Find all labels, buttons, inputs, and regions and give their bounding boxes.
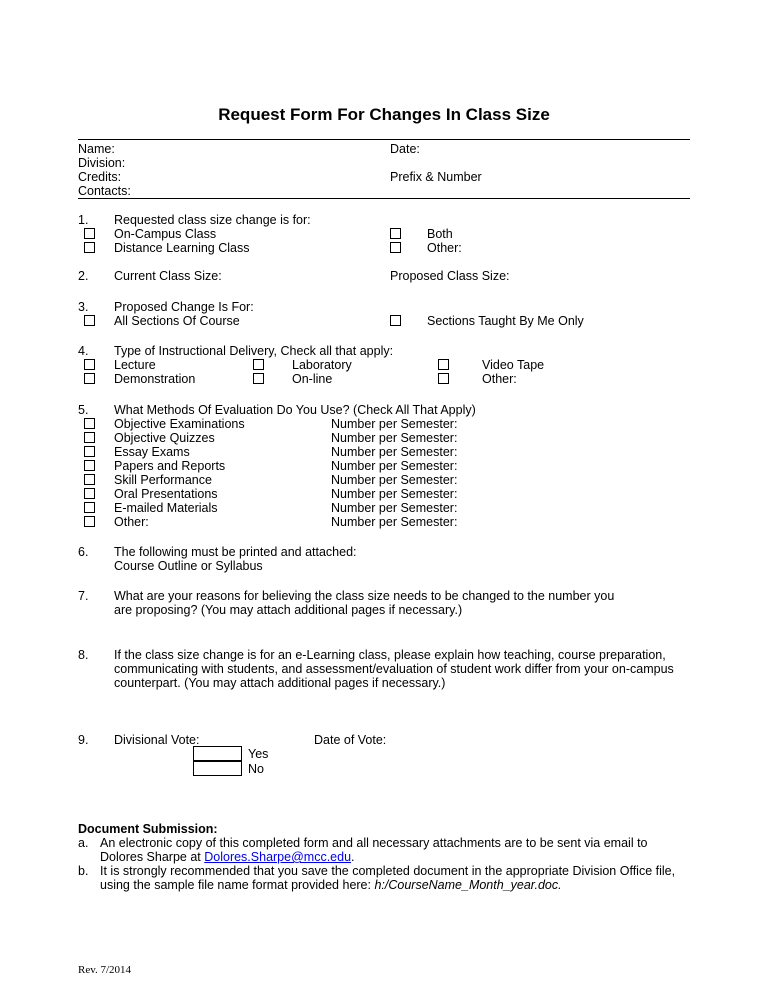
- prefix-number-label[interactable]: Prefix & Number: [390, 170, 482, 184]
- evaluation-checkbox[interactable]: [84, 418, 95, 429]
- distance-checkbox[interactable]: [84, 242, 95, 253]
- evaluation-checkbox[interactable]: [84, 474, 95, 485]
- q1-other-checkbox[interactable]: [390, 242, 401, 253]
- evaluation-count-label[interactable]: Number per Semester:: [331, 473, 458, 487]
- evaluation-count-label[interactable]: Number per Semester:: [331, 459, 458, 473]
- my-sections-checkbox[interactable]: [390, 315, 401, 326]
- q4-other-checkbox[interactable]: [438, 373, 449, 384]
- yes-vote-box[interactable]: [193, 746, 242, 761]
- evaluation-checkbox[interactable]: [84, 432, 95, 443]
- divisional-vote-label: Divisional Vote:: [114, 733, 200, 747]
- evaluation-checkbox[interactable]: [84, 488, 95, 499]
- evaluation-checkbox[interactable]: [84, 446, 95, 457]
- evaluation-label: Papers and Reports: [114, 459, 226, 473]
- q8-line3: counterpart. (You may attach additional pages if necessary.): [114, 676, 446, 690]
- no-vote-box[interactable]: [193, 761, 242, 776]
- evaluation-count-label[interactable]: Number per Semester:: [331, 501, 458, 515]
- page-title: Request Form For Changes In Class Size: [218, 105, 550, 124]
- oncampus-label: On-Campus Class: [114, 227, 217, 241]
- evaluation-label: Oral Presentations: [114, 487, 218, 501]
- header-top-rule: [78, 139, 690, 140]
- q6-line2: Course Outline or Syllabus: [114, 559, 263, 573]
- evaluation-checkbox[interactable]: [84, 460, 95, 471]
- evaluation-label: E-mailed Materials: [114, 501, 218, 515]
- q9-number: 9.: [78, 733, 89, 747]
- header-bottom-rule: [78, 198, 690, 199]
- submission-a-suffix: .: [351, 850, 355, 864]
- submission-a-prefix: Dolores Sharpe at: [100, 850, 205, 864]
- submission-a-line2: [100, 850, 355, 864]
- q1-prompt: Requested class size change is for:: [114, 213, 311, 227]
- credits-label[interactable]: Credits:: [78, 170, 122, 184]
- both-checkbox[interactable]: [390, 228, 401, 239]
- oncampus-checkbox[interactable]: [84, 228, 95, 239]
- q4-other-label: Other:: [482, 372, 517, 386]
- evaluation-count-label[interactable]: Number per Semester:: [331, 445, 458, 459]
- vote-date-label[interactable]: Date of Vote:: [314, 733, 387, 747]
- q1-other-label: Other:: [427, 241, 462, 255]
- video-tape-checkbox[interactable]: [438, 359, 449, 370]
- all-sections-label: All Sections Of Course: [114, 314, 240, 328]
- yes-label: Yes: [248, 747, 269, 761]
- no-label: No: [248, 762, 264, 776]
- lecture-checkbox[interactable]: [84, 359, 95, 370]
- submission-a-letter: a.: [78, 836, 89, 850]
- q8-number: 8.: [78, 648, 89, 662]
- evaluation-label: Other:: [114, 515, 149, 529]
- submission-a-line1: An electronic copy of this completed form and all necessary attachments are to be sent via email to: [100, 836, 648, 850]
- date-label[interactable]: Date:: [390, 142, 420, 156]
- q4-prompt: Type of Instructional Delivery, Check all that apply:: [114, 344, 394, 358]
- q1-number: 1.: [78, 213, 89, 227]
- current-size-label[interactable]: Current Class Size:: [114, 269, 222, 283]
- online-checkbox[interactable]: [253, 373, 264, 384]
- evaluation-count-label[interactable]: Number per Semester:: [331, 487, 458, 501]
- sample-filename: h:/CourseName_Month_year.doc.: [374, 878, 562, 892]
- division-label[interactable]: Division:: [78, 156, 126, 170]
- evaluation-count-label[interactable]: Number per Semester:: [331, 431, 458, 445]
- demonstration-label: Demonstration: [114, 372, 196, 386]
- q7-line2: are proposing? (You may attach additional pages if necessary.): [114, 603, 463, 617]
- revision-footer: Rev. 7/2014: [78, 964, 132, 976]
- q7-number: 7.: [78, 589, 89, 603]
- contacts-label[interactable]: Contacts:: [78, 184, 131, 198]
- evaluation-label: Essay Exams: [114, 445, 190, 459]
- email-link[interactable]: Dolores.Sharpe@mcc.edu: [204, 850, 352, 864]
- laboratory-label: Laboratory: [292, 358, 352, 372]
- my-sections-label: Sections Taught By Me Only: [427, 314, 584, 328]
- distance-label: Distance Learning Class: [114, 241, 250, 255]
- evaluation-label: Objective Examinations: [114, 417, 245, 431]
- evaluation-checkbox[interactable]: [84, 502, 95, 513]
- both-label: Both: [427, 227, 453, 241]
- evaluation-label: Objective Quizzes: [114, 431, 215, 445]
- video-tape-label: Video Tape: [482, 358, 545, 372]
- q3-prompt: Proposed Change Is For:: [114, 300, 254, 314]
- online-label: On-line: [292, 372, 333, 386]
- proposed-size-label[interactable]: Proposed Class Size:: [390, 269, 510, 283]
- submission-b-letter: b.: [78, 864, 89, 878]
- evaluation-count-label[interactable]: Number per Semester:: [331, 515, 458, 529]
- q8-line2: communicating with students, and assessment/evaluation of student work differ from your on-campus: [114, 662, 674, 676]
- submission-b-line1: It is strongly recommended that you save the completed document in the appropriate Division Office file,: [100, 864, 676, 878]
- evaluation-checkbox[interactable]: [84, 516, 95, 527]
- demonstration-checkbox[interactable]: [84, 373, 95, 384]
- name-label[interactable]: Name:: [78, 142, 115, 156]
- q6-number: 6.: [78, 545, 89, 559]
- submission-b-prefix: using the sample file name format provided here:: [100, 878, 375, 892]
- submission-b-line2: [100, 878, 562, 892]
- lecture-label: Lecture: [114, 358, 156, 372]
- evaluation-count-label[interactable]: Number per Semester:: [331, 417, 458, 431]
- evaluation-label: Skill Performance: [114, 473, 212, 487]
- submission-heading: Document Submission:: [78, 822, 218, 836]
- q8-line1: If the class size change is for an e-Learning class, please explain how teaching, course preparation,: [114, 648, 666, 662]
- q4-number: 4.: [78, 344, 89, 358]
- q3-number: 3.: [78, 300, 89, 314]
- q7-line1: What are your reasons for believing the class size needs to be changed to the number you: [114, 589, 615, 603]
- q2-number: 2.: [78, 269, 89, 283]
- all-sections-checkbox[interactable]: [84, 315, 95, 326]
- q5-number: 5.: [78, 403, 89, 417]
- q6-line1: The following must be printed and attached:: [114, 545, 357, 559]
- q5-prompt: What Methods Of Evaluation Do You Use? (Check All That Apply): [114, 403, 476, 417]
- laboratory-checkbox[interactable]: [253, 359, 264, 370]
